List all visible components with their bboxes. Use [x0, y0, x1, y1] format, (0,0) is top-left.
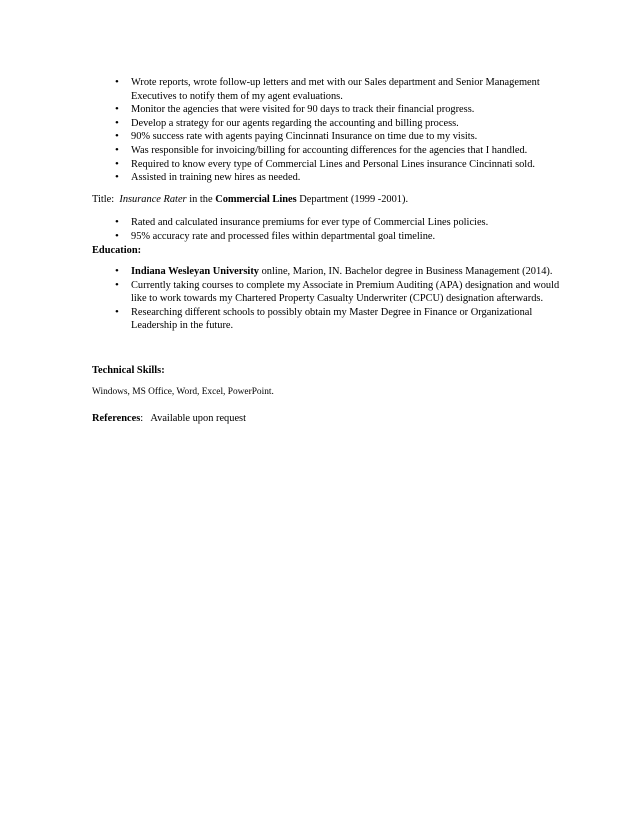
- list-item: • Currently taking courses to complete my Associate in Premium Auditing (APA) designation and would like to work towards my Chartered Property Casualty Underwriter (CPCU) designation afterwards.: [0, 279, 560, 306]
- list-item: • Monitor the agencies that were visited for 90 days to track their financial progress.: [0, 103, 560, 117]
- references-line: [92, 412, 246, 426]
- list-item: • Develop a strategy for our agents regarding the accounting and billing process.: [0, 117, 560, 131]
- experience-bullet-list: [0, 76, 560, 185]
- references-separator: :: [140, 413, 151, 424]
- school-detail: online, Marion, IN. Bachelor degree in Business Management (2014).: [258, 266, 553, 277]
- references-label: References: [92, 413, 141, 424]
- title-connector: in the: [186, 194, 216, 205]
- list-item: • Assisted in training new hires as needed.: [0, 171, 560, 185]
- job-title-line: [92, 193, 408, 207]
- technical-skills-list: Windows, MS Office, Word, Excel, PowerPoint.: [92, 387, 274, 397]
- rater-bullet-list: [0, 216, 560, 243]
- job-role: Insurance Rater: [119, 194, 187, 205]
- list-item: • 95% accuracy rate and processed files within departmental goal timeline.: [0, 230, 560, 244]
- list-item: • Required to know every type of Commercial Lines and Personal Lines insurance Cincinnati sold.: [0, 158, 560, 172]
- title-dates: Department (1999 -2001).: [296, 194, 409, 205]
- education-heading: Education:: [92, 245, 142, 256]
- department-name: Commercial Lines: [215, 194, 297, 205]
- list-item: • Rated and calculated insurance premiums for ever type of Commercial Lines policies.: [0, 216, 560, 230]
- list-item: [0, 265, 560, 279]
- school-name: Indiana Wesleyan University: [131, 266, 259, 277]
- list-item: • Wrote reports, wrote follow-up letters and met with our Sales department and Senior Management Executives to notify them of my agent evaluations.: [0, 76, 560, 103]
- list-item: • Was responsible for invoicing/billing for accounting differences for the agencies that I handled.: [0, 144, 560, 158]
- education-bullet-list: [0, 265, 560, 333]
- list-item: • 90% success rate with agents paying Cincinnati Insurance on time due to my visits.: [0, 130, 560, 144]
- title-separator: :: [111, 194, 120, 205]
- list-item: • Researching different schools to possibly obtain my Master Degree in Finance or Organizational Leadership in the future.: [0, 306, 560, 333]
- references-value: Available upon request: [150, 413, 246, 424]
- technical-skills-heading: Technical Skills:: [92, 365, 165, 376]
- title-label: Title: [92, 194, 112, 205]
